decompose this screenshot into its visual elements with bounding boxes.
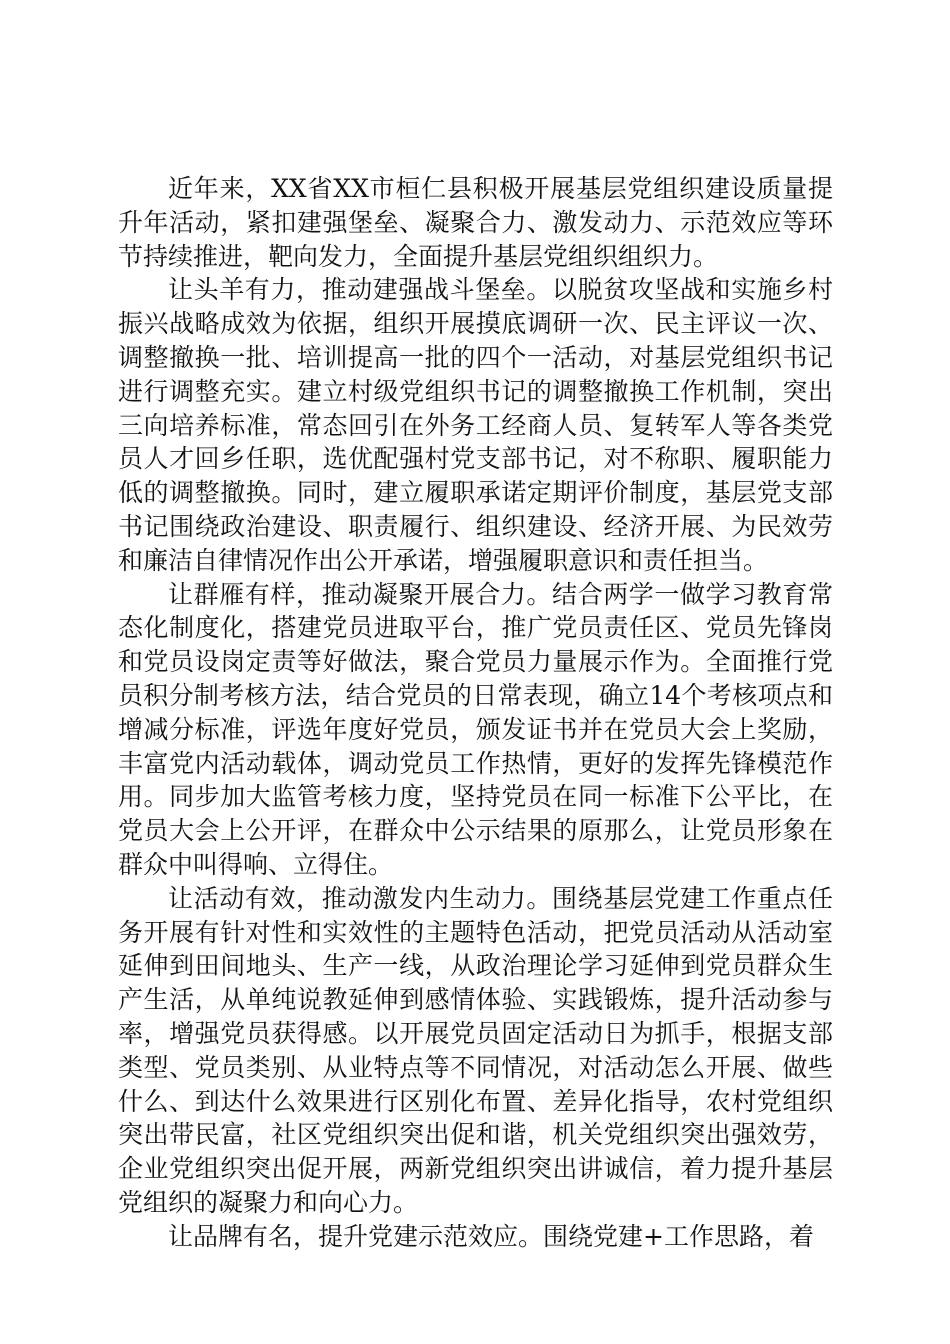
- paragraph-effective-activities: 让活动有效，推动激发内生动力。围绕基层党建工作重点任务开展有针对性和实效性的主题特色活动，把党员活动从活动室延伸到田间地头、生产一线，从政治理论学习延伸到党员群众生产生活，从单纯说教延伸到感情体验、实践锻炼，提升活动参与率，增强党员获得感。以开展党员固定活动日为抓手，根据支部类型、党员类别、从业特点等不同情况，对活动怎么开展、做些什么、到达什么效果进行区别化布置、差异化指导，农村党组织突出带民富，社区党组织突出促和谐，机关党组织突出强效劳，企业党组织突出促开展，两新党组织突出讲诚信，着力提升基层党组织的凝聚力和向心力。: [118, 883, 833, 1217]
- paragraph-leader-strength: 让头羊有力，推动建强战斗堡垒。以脱贫攻坚战和实施乡村振兴战略成效为依据，组织开展摸底调研一次、民主评议一次、调整撤换一批、培训提高一批的四个一活动，对基层党组织书记进行调整充实。建立村级党组织书记的调整撤换工作机制，突出三向培养标准，常态回引在外务工经商人员、复转军人等各类党员人才回乡任职，选优配强村党支部书记，对不称职、履职能力低的调整撤换。同时，建立履职承诺定期评价制度，基层党支部书记围绕政治建设、职责履行、组织建设、经济开展、为民效劳和廉洁自律情况作出公开承诺，增强履职意识和责任担当。: [118, 275, 833, 575]
- paragraph-intro: 近年来，XX省XX市桓仁县积极开展基层党组织建设质量提升年活动，紧扣建强堡垒、凝聚合力、激发动力、示范效应等环节持续推进，靶向发力，全面提升基层党组织组织力。: [118, 174, 833, 271]
- paragraph-brand-demonstration: 让品牌有名，提升党建示范效应。围绕党建+工作思路，着: [168, 1221, 814, 1251]
- paragraph-member-example: 让群雁有样，推动凝聚开展合力。结合两学一做学习教育常态化制度化，搭建党员进取平台，推广党员责任区、党员先锋岗和党员设岗定责等好做法，聚合党员力量展示作为。全面推行党员积分制考核方法，结合党员的日常表现，确立14个考核项点和增减分标准，评选年度好党员，颁发证书并在党员大会上奖励，丰富党内活动载体，调动党员工作热情，更好的发挥先锋模范作用。同步加大监管考核力度，坚持党员在同一标准下公平比，在党员大会上公开评，在群众中公示结果的原那么，让党员形象在群众中叫得响、立得住。: [118, 579, 833, 879]
- document-body: [118, 172, 833, 1254]
